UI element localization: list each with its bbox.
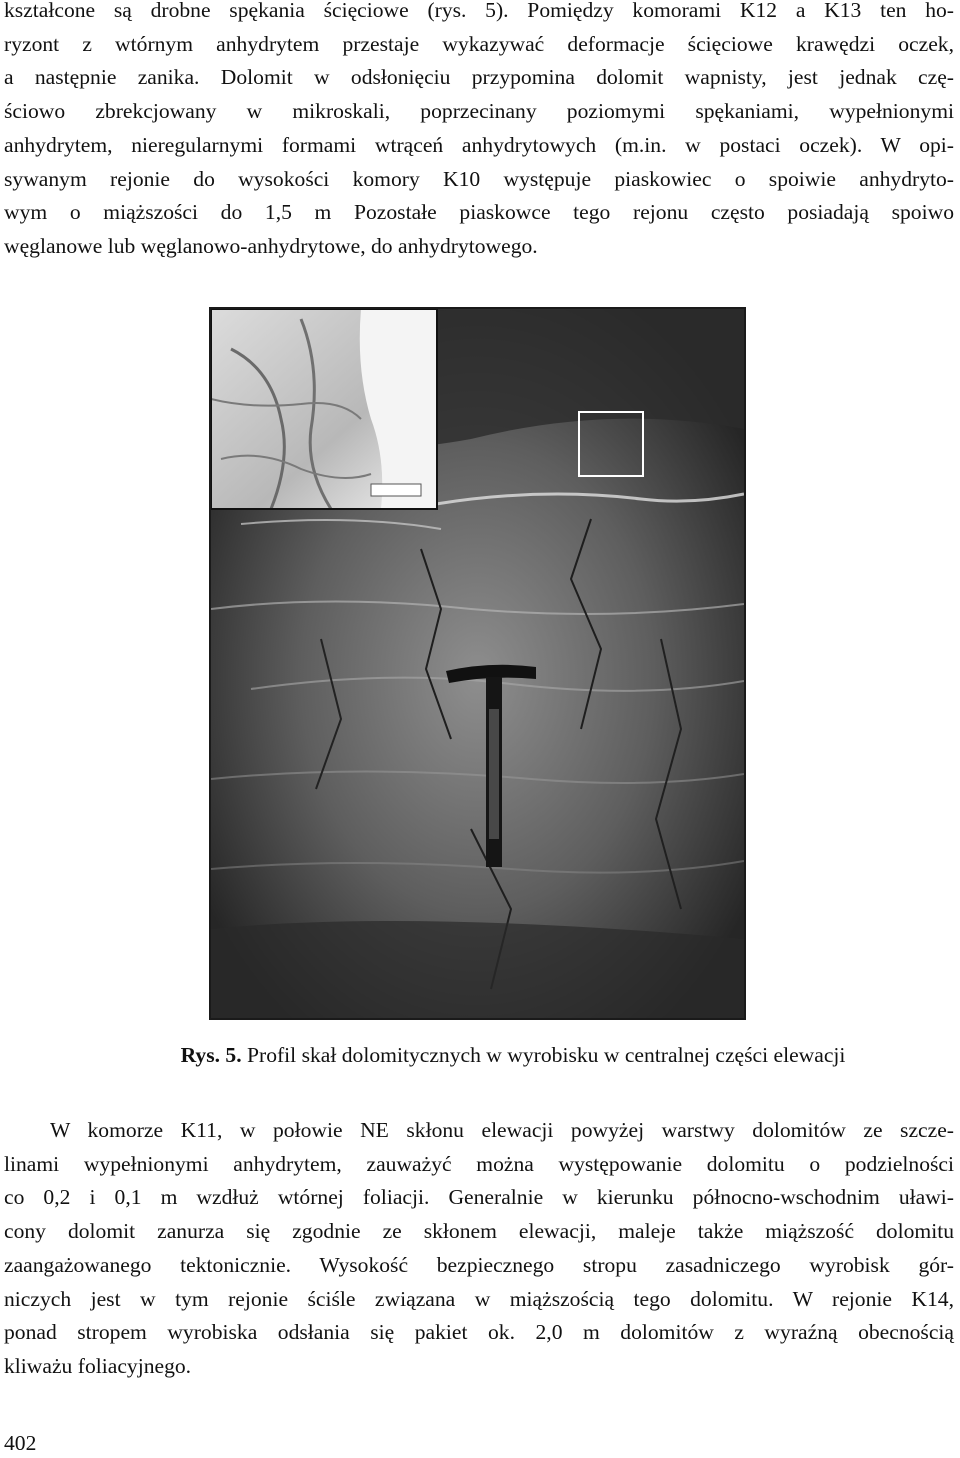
text-line: kliważu foliacyjnego. xyxy=(4,1353,192,1378)
text-line: ryzont z wtórnym anhydrytem przestaje wykazywać deformacje ścięciowe krawędzi oczek, xyxy=(4,31,954,56)
text-line: co 0,2 i 0,1 m wzdłuż wtórnej foliacji. Generalnie w kierunku północno-wschodnim uławi- xyxy=(4,1185,954,1210)
caption-text: Profil skał dolomitycznych w wyrobisku w centralnej części elewacji xyxy=(241,1043,846,1067)
text-line: sywanym rejonie do wysokości komory K10 występuje piaskowiec o spoiwie anhydryto- xyxy=(4,166,954,191)
text-line: a następnie zanika. Dolomit w odsłonięciu przypomina dolomit wapnisty, jest jednak czę- xyxy=(4,65,954,90)
text-line: zaangażowanego tektonicznie. Wysokość bezpiecznego stropu zasadniczego wyrobisk gór- xyxy=(4,1252,954,1277)
text-line: cony dolomit zanurza się zgodnie ze skłonem elewacji, maleje także miąższość dolomitu xyxy=(4,1219,954,1244)
paragraph-1 xyxy=(4,0,954,264)
text-line: linami wypełnionymi anhydrytem, zauważyć można występowanie dolomitu o podzielności xyxy=(4,1151,954,1176)
text-line: W komorze K11, w połowie NE skłonu elewacji powyżej warstwy dolomitów ze szcze- xyxy=(50,1118,954,1142)
text-line: ponad stropem wyrobiska odsłania się pakiet ok. 2,0 m dolomitów z wyraźną obecnością xyxy=(4,1320,954,1345)
text-line: ściowo zbrekcjowany w mikroskali, poprzecinany poziomymi spękaniami, wypełnionymi xyxy=(4,99,954,124)
figure-photo xyxy=(209,307,746,1020)
paragraph-2 xyxy=(4,1114,954,1384)
figure-caption xyxy=(181,1040,846,1070)
text-line: węglanowe lub węglanowo-anhydrytowe, do anhydrytowego. xyxy=(4,233,538,258)
page-number: 402 xyxy=(4,1431,37,1455)
text-line: wym o miąższości do 1,5 m Pozostałe piaskowce tego rejonu często posiadają spoiwo xyxy=(4,200,954,225)
text-line: anhydrytem, nieregularnymi formami wtrąceń anhydrytowych (m.in. w postaci oczek). W opi- xyxy=(4,132,954,157)
caption-label: Rys. 5. xyxy=(180,1043,242,1067)
rock-face-photo xyxy=(211,309,744,1018)
text-line: niczych jest w tym rejonie ściśle związana w miąższością tego dolomitu. W rejonie K14, xyxy=(4,1286,954,1311)
text-line: kształcone są drobne spękania ścięciowe (rys. 5). Pomiędzy komorami K12 a K13 ten ho- xyxy=(4,0,954,22)
